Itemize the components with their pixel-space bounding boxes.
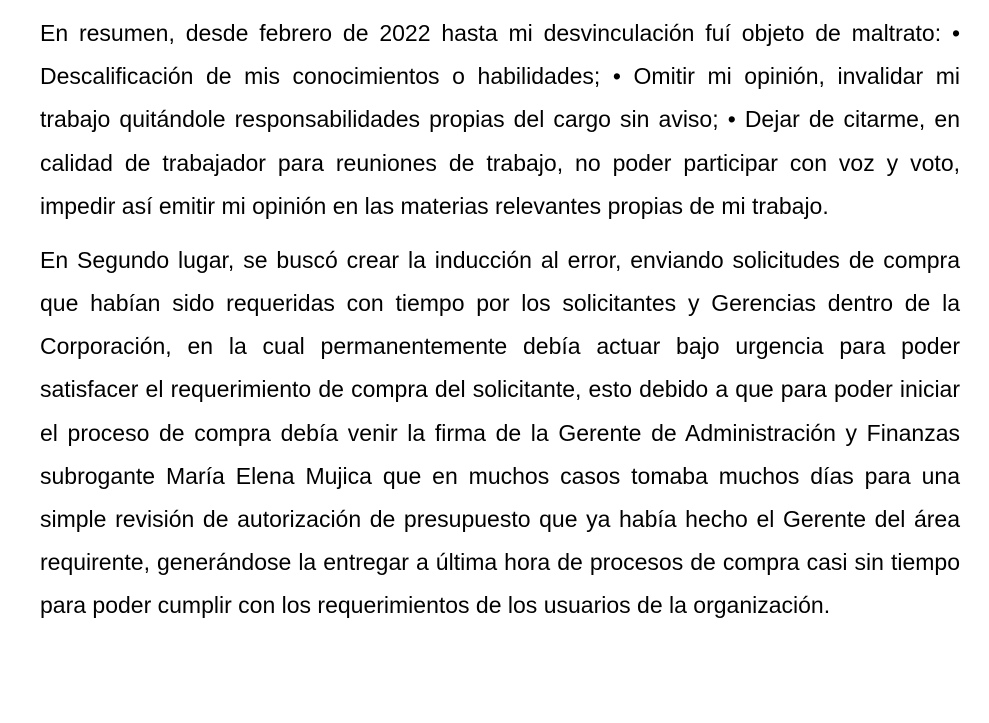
paragraph-second-point-purchases: En Segundo lugar, se buscó crear la inducción al error, enviando solicitudes de compra que habían sido requeridas con tiempo por los solicitantes y Gerencias dentro de la Corporación, en la cual permanentemente debía actuar bajo urgencia para poder satisfacer el requerimiento de compra del solicitante, esto debido a que para poder iniciar el proceso de compra debía venir la firma de la Gerente de Administración y Finanzas subrogante María Elena Mujica que en muchos casos tomaba muchos días para una simple revisión de autorización de presupuesto que ya había hecho el Gerente del área requirente, generándose la entregar a última hora de procesos de compra casi sin tiempo para poder cumplir con los requerimientos de los usuarios de la organización.: [40, 246, 960, 619]
paragraph-summary-mistreatment: En resumen, desde febrero de 2022 hasta mi desvinculación fuí objeto de maltrato: • Descalificación de mis conocimientos o habilidades; • Omitir mi opinión, invalidar mi trabajo quitándole responsabilidades propias del cargo sin aviso; • Dejar de citarme, en calidad de trabajador para reuniones de trabajo, no poder participar con voz y voto, impedir así emitir mi opinión en las materias relevantes propias de mi trabajo.: [40, 20, 960, 219]
document-page: [40, 12, 960, 628]
